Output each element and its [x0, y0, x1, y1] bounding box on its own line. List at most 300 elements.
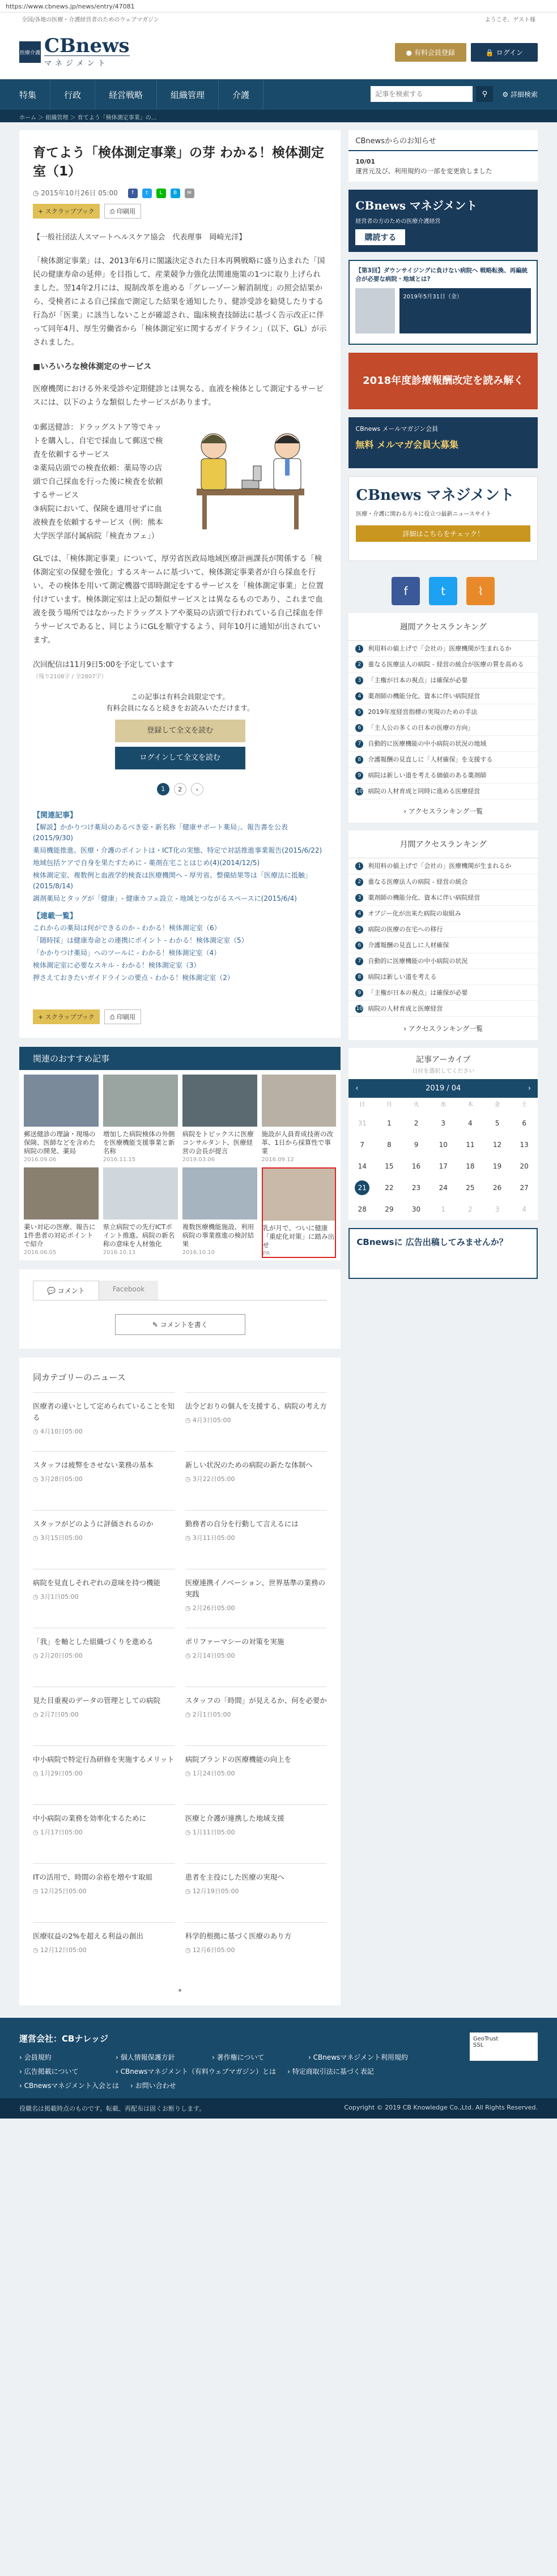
rank-title: 介護報酬の見直しに人材確保	[368, 942, 449, 949]
recommend-item[interactable]: 増加した病院検体の外側を医療機能支援事業と新名称 2016.11.15	[103, 1075, 178, 1163]
rank-number: 3	[355, 894, 363, 902]
calendar-day[interactable]: 4	[522, 1205, 526, 1213]
calendar-day[interactable]: 26	[492, 1184, 502, 1192]
ranking-item[interactable]	[348, 890, 538, 906]
rank-title: 利用料の値上げで「会社の」医療機関が生まれるか	[368, 645, 512, 652]
related-link[interactable]: 【解説】かかりつけ薬局のあるべき姿・新名称「健康サポート薬局」、報告書を公表(2015/9/30)	[33, 823, 288, 842]
carousel-dots[interactable]	[33, 1989, 327, 1992]
recommend-ad-item[interactable]: 乳が月で、ついに健康「重症化対策」に踏み出せ PR	[262, 1167, 337, 1258]
ranking-item[interactable]	[348, 768, 538, 784]
news-title: 法令どおりの個人を支援する、病院の考え方	[185, 1402, 327, 1410]
sidebar	[348, 130, 538, 1287]
news-title: 医療者の違いとして定められていることを知る	[33, 1402, 175, 1422]
monthly-ranking-heading: 月間アクセスランキング	[348, 831, 538, 858]
monthly-ranking	[348, 831, 538, 1040]
recommend-item[interactable]: 病院をトピックスに医療コンサルタント、医療経営の会長が提言 2019.03.06	[182, 1075, 257, 1163]
category-news-item[interactable]	[185, 1451, 328, 1510]
calendar-day[interactable]: 16	[411, 1162, 421, 1170]
ranking-item[interactable]	[348, 641, 538, 657]
news-date: ◷ 3月28日05:00	[33, 1475, 83, 1483]
tagline: 全国/各地の医療・介護経営者のためのウェブマガジン	[22, 16, 159, 23]
rank-title: 重なる医療法人の病院 - 経営の統合が医療の質を高める	[368, 661, 524, 668]
comment-icon: 💬	[47, 1287, 58, 1295]
search-input[interactable]	[371, 86, 473, 102]
notice-item[interactable]: 10/01 運営元及び、利用規約の一部を変更致しました	[355, 158, 492, 175]
archive-calendar	[348, 1048, 538, 1220]
prev-month-icon[interactable]: ‹	[355, 1084, 359, 1093]
category-news-item[interactable]	[33, 1687, 175, 1745]
series-link[interactable]: 押さえておきたいガイドラインの要点 - わかる！検体測定室（2）	[33, 974, 234, 982]
calendar-day[interactable]: 22	[385, 1184, 394, 1192]
clock-icon: ◷	[33, 1946, 41, 1954]
calendar-day[interactable]: 5	[495, 1119, 500, 1127]
facebook-share-icon[interactable]: f	[128, 189, 138, 198]
category-news-item[interactable]	[33, 1804, 175, 1863]
calendar-day[interactable]: 31	[358, 1119, 367, 1127]
news-title: スタッフがどのように評価されるのか	[33, 1520, 154, 1528]
subscribe-banner[interactable]: CBnews マネジメント 経営者の方のための医療介護経営 購読する	[348, 190, 538, 252]
sns-links	[348, 569, 538, 613]
notice-heading: CBnewsからのお知らせ	[348, 130, 538, 151]
clock-icon: ◷	[185, 1888, 193, 1895]
rss-icon[interactable]: ⌇	[466, 577, 495, 605]
calendar-day[interactable]: 14	[358, 1162, 367, 1170]
news-date: ◷ 1月29日05:00	[33, 1770, 83, 1777]
news-title: 科学的根拠に基づく医療のあり方	[185, 1932, 292, 1940]
footer-link[interactable]: › 会員規約	[19, 2053, 52, 2061]
recommend-item[interactable]: 複数医療機能施設、利用病院の事業推進の検討結果 2016.10.10	[182, 1167, 257, 1258]
hatena-share-icon[interactable]: B	[171, 189, 180, 198]
rank-title: 「主権が日本の視点」は確保が必要	[368, 989, 468, 996]
footer-link[interactable]: › 著作権について	[212, 2053, 265, 2061]
related-link[interactable]: 検体測定室、複数例と血液学的検査は医療機関へ - 厚労省、整備結果等は「医療法に抵触」(2015/8/14)	[33, 871, 312, 890]
page-2[interactable]: 2	[174, 783, 186, 795]
search-button[interactable]	[476, 86, 493, 102]
speaker-photo	[355, 288, 395, 333]
notice-box	[348, 130, 538, 182]
calendar-day[interactable]: 13	[520, 1141, 529, 1149]
clock-icon: ◷	[33, 1711, 41, 1718]
news-date: ◷ 4月10日05:00	[33, 1428, 83, 1435]
ranking-item[interactable]	[348, 704, 538, 720]
paywall	[33, 691, 327, 769]
article-paragraph: 「検体測定事業」は、2013年6月に閣議決定された日本再興戦略に盛り込まれた「国民の健康寿命の延伸」を目指して、産業競争力強化法関連施策の1つに取り上げられました。翌14年2月には、規制改革を進める「グレーゾーン解消制度」の照会結果から、受検者による自己採血で測定した結果を通知したり、健診受診を勧奨したりする行為が「医業」に該当しないことが確認され、臨床検査技師法に基づく告示改正に伴って同年4月、厚生労働省から「検体測定室に関するガイドライン」（以下、GL）が示されました。	[33, 256, 327, 347]
footer-link[interactable]: › 個人情報保護方針	[116, 2053, 175, 2061]
rank-title: 自動的に医療機能の中小病院の状況の地域	[368, 740, 487, 747]
print-icon: ⎙	[109, 1013, 117, 1021]
logo-mark: 医療介護	[19, 41, 41, 63]
gear-icon: ⚙	[502, 90, 511, 99]
rank-number: 1	[355, 862, 363, 870]
calendar-day[interactable]: 11	[466, 1141, 475, 1149]
login-to-read-button[interactable]: ログインして全文を読む	[115, 747, 245, 769]
ranking-item[interactable]	[348, 688, 538, 704]
rank-number: 7	[355, 957, 363, 965]
tab-facebook[interactable]: Facebook	[99, 1281, 158, 1300]
copyright-text: Copyright © 2019 CB Knowledge Co.,Ltd. All Rights Reserved.	[344, 2104, 538, 2111]
rank-number: 6	[355, 942, 363, 949]
calendar-day[interactable]: 2	[414, 1119, 419, 1127]
category-news-item[interactable]	[185, 1510, 328, 1569]
twitter-share-icon[interactable]: t	[142, 189, 152, 198]
ad-thumbnail	[263, 1169, 335, 1221]
calendar-day[interactable]: 29	[385, 1205, 394, 1213]
mailmag-banner[interactable]: CBnews メールマガジン会員 無料 メルマガ会員大募集	[348, 417, 538, 468]
rank-number: 6	[355, 724, 363, 732]
clock-icon: ◷	[185, 1770, 193, 1777]
ranking-item[interactable]	[348, 922, 538, 938]
site-logo[interactable]	[19, 36, 130, 68]
series-link[interactable]: 「かかりつけ薬局」へのツールに - わかる！検体測定室（4）	[33, 949, 221, 957]
print-icon: ⎙	[109, 208, 117, 215]
calendar-day[interactable]: 19	[492, 1162, 502, 1170]
nav-item-administration[interactable]: 行政	[50, 79, 95, 110]
next-page-icon[interactable]: ›	[191, 783, 203, 795]
rank-number: 4	[355, 692, 363, 700]
rank-title: 病院の人材育成と同時に進める医療経営	[368, 788, 481, 795]
clock-icon: ◷	[185, 1534, 193, 1542]
calendar-day[interactable]: 28	[358, 1205, 367, 1213]
news-title: 勤務者の自分を行動して言えるには	[185, 1520, 299, 1528]
calendar-month: 2019 / 04	[426, 1084, 461, 1093]
rank-title: 利用料の値上げで「会社の」医療機関が生まれるか	[368, 862, 512, 870]
calendar-day[interactable]: 10	[439, 1141, 448, 1149]
calendar-day[interactable]: 23	[411, 1184, 421, 1192]
calendar-day[interactable]: 24	[439, 1184, 448, 1192]
plus-icon: +	[38, 1013, 45, 1021]
page-1[interactable]: 1	[157, 783, 169, 795]
ranking-item[interactable]	[348, 858, 538, 874]
nav-item-strategy[interactable]: 経営戦略	[95, 79, 157, 110]
rank-number: 3	[355, 677, 363, 684]
ranking-item[interactable]	[348, 969, 538, 985]
category-news-item[interactable]	[33, 1745, 175, 1804]
related-link[interactable]: 地域包括ケアで自身を果たすために - 薬剤在宅ことはじめ(4)(2014/12/5)	[33, 859, 260, 867]
related-link[interactable]: 薬局機能推進、医療・介護のポイントは・ICT化の実態、特定で対話推進事業報告(2015/6/22)	[33, 846, 322, 854]
footer-notice: 役職名は掲載時点のものです。転載、再配布は固くお断りします。	[19, 2105, 206, 2112]
site-header	[0, 25, 557, 79]
calendar-day[interactable]: 15	[385, 1162, 394, 1170]
rank-number: 8	[355, 973, 363, 981]
news-date: ◷ 3月15日05:00	[33, 1534, 83, 1542]
service-list: ①郵送健診：ドラッグストア等でキットを購入し、自宅で採血して郵送で検査を依頼するサービス ②薬局店頭での検査依頼：薬局等の店頭で自己採血を行った後に検査を依頼するサービス ③病院において、保険を適用せずに血液検査を依頼するサービス（例：熊本大学医学部付属病院「検査カフェ」）	[33, 423, 163, 541]
news-title: 病院ブランドの医療機能の向上を	[185, 1755, 292, 1764]
footer-link[interactable]: › CBnewsマネジメント利用規約	[308, 2053, 408, 2061]
chevron-right-icon: ›	[403, 807, 409, 815]
nav-item-care[interactable]: 介護	[219, 79, 263, 110]
seminar-banner[interactable]: 【第3回】ダウンサイジングに負けない病院へ 戦略転換、再編統合が必要な病院・地域とは? 2019年5月31日（金）	[348, 260, 538, 345]
ranking-more-link[interactable]: › アクセスランキング一覧	[403, 1025, 483, 1033]
news-date: ◷ 3月1日05:00	[33, 1593, 79, 1601]
calendar-day[interactable]: 9	[414, 1141, 419, 1149]
news-date: ◷ 2月7日05:00	[33, 1711, 79, 1718]
scrapbook-button[interactable]: + スクラップブック	[33, 204, 100, 219]
recommend-item[interactable]: 郵送健診の理論・現場の保険、医師などを含めた病院の開発、薬局 2016.09.06	[24, 1075, 99, 1163]
category-heading: 同カテゴリーのニュース	[33, 1372, 126, 1383]
tab-comment[interactable]: 💬 コメント	[33, 1281, 99, 1300]
breadcrumb[interactable]: ホーム ＞ 組織管理 ＞ 育てよう「検体測定事業」の...	[0, 110, 557, 122]
print-button-bottom[interactable]: ⎙ 印刷用	[104, 1009, 141, 1024]
article-thumbnail	[103, 1075, 178, 1127]
recommend-heading: 関連のおすすめ記事	[19, 1047, 341, 1070]
section-heading: ■いろいろな検体測定のサービス	[33, 362, 152, 371]
clock-icon: ◷	[185, 1829, 193, 1836]
ranking-item[interactable]	[348, 657, 538, 673]
category-news-item[interactable]	[33, 1863, 175, 1922]
news-date: ◷ 1月17日05:00	[33, 1829, 83, 1836]
calendar-weekday: 水	[440, 1102, 447, 1108]
nav-item-organization[interactable]: 組織管理	[157, 79, 219, 110]
clock-icon: ◷	[33, 1593, 41, 1601]
chevron-right-icon: ›	[403, 1025, 409, 1033]
calendar-day[interactable]: 25	[466, 1184, 475, 1192]
series-list	[33, 923, 327, 983]
category-news	[19, 1358, 341, 2005]
article-date: 2015年10月26日 05:00	[41, 189, 118, 197]
rank-title: 病院は新しい道を考える価値のある薬剤師	[368, 772, 487, 779]
footer-link[interactable]: › 広告掲載について	[19, 2068, 79, 2076]
consultation-illustration	[174, 421, 327, 534]
calendar-day[interactable]: 30	[411, 1205, 421, 1213]
news-date: ◷ 12月12日05:00	[33, 1946, 87, 1954]
category-news-item[interactable]	[33, 1922, 175, 1981]
ranking-item[interactable]	[348, 784, 538, 799]
rank-number: 5	[355, 926, 363, 934]
rank-title: 「主人公の多くの日本の医療の方向」	[368, 724, 474, 731]
paywall-line: 有料会員になると続きをお読みいただけます。	[105, 704, 254, 712]
ranking-item[interactable]	[348, 752, 538, 768]
article-thumbnail	[262, 1075, 337, 1127]
clock-icon: ◷	[33, 1428, 41, 1435]
site-footer	[0, 2018, 557, 2098]
news-title: 病院を見直しそれぞれの意味を持つ機能	[33, 1578, 161, 1587]
recommend-item[interactable]: 薬い対応の医療、報告に1件患者の対応ポイントで紹介 2016.06.05	[24, 1167, 99, 1258]
rank-number: 1	[355, 645, 363, 653]
rank-title: 病院は新しい道を考える	[368, 973, 437, 981]
search-icon: ⚲	[482, 89, 488, 99]
article-thumbnail	[24, 1167, 99, 1219]
category-news-item[interactable]	[33, 1510, 175, 1569]
category-news-item[interactable]	[33, 1628, 175, 1687]
topbar	[0, 12, 557, 25]
clock-icon: ◷	[33, 1770, 41, 1777]
clock-icon: ◷	[185, 1604, 193, 1612]
calendar-header	[348, 1079, 538, 1098]
footer-link[interactable]: › CBnewsマネジメント（有料ウェブマガジン）とは	[116, 2068, 277, 2076]
news-date: ◷ 3月11日05:00	[185, 1534, 235, 1542]
series-link[interactable]: 検体測定室に必要なスキル - わかる！検体測定室（3）	[33, 961, 201, 969]
rank-title: オブジー化が出来た病院の取組み	[368, 910, 461, 917]
advanced-search-link[interactable]: ⚙ 詳細検索	[502, 90, 538, 99]
plus-icon: +	[38, 208, 45, 215]
calendar-day[interactable]: 7	[360, 1141, 365, 1149]
welcome-text: ようこそ、ゲスト様	[484, 16, 535, 23]
recommend-item[interactable]: 施設が人員育成技術の改革、1日から採算性で事業 2016.09.12	[262, 1075, 337, 1163]
browser-url[interactable]: https://www.cbnews.jp/news/entry/47081	[0, 0, 557, 12]
news-date: ◷ 1月11日05:00	[185, 1829, 235, 1836]
calendar-day[interactable]: 17	[439, 1162, 448, 1170]
revision-banner[interactable]: 2018年度診療報酬改定を読み解く	[348, 353, 538, 409]
news-title: 医療と介護が連携した地域支援	[185, 1814, 284, 1822]
category-news-item[interactable]	[185, 1687, 328, 1745]
clock-icon: ◷	[33, 1888, 41, 1895]
write-comment-button[interactable]: ✎ コメントを書く	[115, 1314, 245, 1335]
calendar-today[interactable]: 21	[355, 1180, 369, 1195]
rank-title: 重なる医療法人の病院 - 経営の統合	[368, 878, 468, 885]
lock-icon: 🔒	[485, 48, 496, 57]
facebook-icon[interactable]: f	[392, 577, 420, 605]
login-button[interactable]: 🔒 ログイン	[471, 43, 538, 62]
footer-link[interactable]: › CBnewsマネジメント入会とは	[19, 2082, 119, 2090]
ranking-item[interactable]	[348, 953, 538, 969]
geotrust-seal: GeoTrust SSL	[470, 2032, 538, 2061]
register-to-read-button[interactable]: 登録して全文を読む	[115, 720, 245, 742]
archive-sub: 日付を選択してください	[412, 1068, 475, 1075]
category-news-item[interactable]	[185, 1922, 328, 1981]
calendar-day[interactable]: 18	[466, 1162, 475, 1170]
ranking-item[interactable]	[348, 906, 538, 922]
series-link[interactable]: これからの薬局は何ができるのか - わかる！検体測定室（6）	[33, 924, 221, 932]
calendar-day[interactable]: 27	[520, 1184, 529, 1192]
clock-icon: ◷	[185, 1417, 193, 1424]
footer-link[interactable]: › お問い合わせ	[130, 2082, 176, 2090]
category-news-item[interactable]	[33, 1569, 175, 1628]
calendar-day[interactable]: 3	[441, 1119, 446, 1127]
mail-share-icon[interactable]: ✉	[185, 189, 194, 198]
series-heading: 【連載一覧】	[33, 912, 78, 921]
rank-title: 2019年度経営指標の実現のための手法	[368, 708, 478, 716]
category-news-item[interactable]	[185, 1569, 328, 1628]
calendar-day[interactable]: 1	[441, 1205, 446, 1213]
twitter-icon[interactable]: t	[429, 577, 457, 605]
news-title: 「我」を軸とした組織づくりを進める	[33, 1637, 154, 1646]
category-news-item[interactable]	[185, 1863, 328, 1922]
category-news-item[interactable]	[33, 1451, 175, 1510]
news-date: ◷ 2月20日05:00	[33, 1652, 83, 1659]
footer-link[interactable]: › 特定商取引法に基づく表記	[287, 2068, 374, 2076]
news-date: ◷ 2月1日05:00	[185, 1711, 231, 1718]
calendar-day[interactable]: 2	[468, 1205, 473, 1213]
rank-title: 「主権が日本の視点」は確保が必要	[368, 677, 468, 684]
news-title: 医療収益の2%を超える利益の創出	[33, 1932, 143, 1940]
category-news-item[interactable]	[185, 1745, 328, 1804]
news-title: 中小病院の業務を効率化するために	[33, 1814, 147, 1822]
calendar-day[interactable]: 6	[522, 1119, 526, 1127]
user-icon: ●	[406, 48, 414, 57]
rank-number: 5	[355, 708, 363, 716]
ranking-item[interactable]	[348, 938, 538, 953]
ad-banner[interactable]: CBnewsに 広告出稿してみませんか？	[348, 1228, 538, 1279]
next-delivery: 次回配信は11月9日5:00を予定しています	[33, 661, 175, 669]
calendar-weekday: 土	[521, 1102, 528, 1108]
paywall-line: この記事は有料会員限定です。	[130, 692, 229, 701]
ranking-more-link[interactable]: › アクセスランキング一覧	[403, 807, 483, 815]
main-column	[19, 130, 341, 2005]
clock-icon: ◷	[33, 1829, 41, 1836]
category-news-item[interactable]	[185, 1392, 328, 1451]
clock-icon: ◷	[33, 1475, 41, 1483]
related-link[interactable]: 調剤薬局とタッグが「健康」- 健康カフェ設立 - 地域とつながるスペースに(2015/6/4)	[33, 895, 297, 902]
calendar-day[interactable]	[348, 1177, 376, 1199]
calendar-day[interactable]: 3	[495, 1205, 500, 1213]
line-share-icon[interactable]: L	[156, 189, 166, 198]
rank-title: 自動的に医療機能の中小病院の状況	[368, 957, 468, 965]
news-title: ITの活用で、時間の余裕を増やす取組	[33, 1873, 153, 1881]
scrapbook-button-bottom[interactable]: + スクラップブック	[33, 1009, 100, 1024]
next-month-icon[interactable]: ›	[528, 1084, 531, 1093]
ranking-item[interactable]	[348, 874, 538, 890]
news-title: 見た目重視のデータの管理としての病院	[33, 1696, 161, 1705]
article-date-row	[33, 188, 327, 198]
rank-title: 病院の医療の在宅への移行	[368, 926, 443, 933]
clock-icon: ◷	[33, 1652, 41, 1659]
rank-number: 10	[356, 1006, 363, 1012]
calendar-weekday: 日	[359, 1102, 365, 1108]
news-date: ◷ 12月19日05:00	[185, 1888, 239, 1895]
clock-icon: ◷	[185, 1475, 193, 1483]
article-thumbnail	[103, 1167, 178, 1219]
article-title: 育てよう「検体測定事業」の芽 わかる！検体測定室（1）	[33, 146, 325, 179]
series-link[interactable]: 「随時採」は健康寿命との連携にポイント - わかる！検体測定室（5）	[33, 936, 248, 944]
category-news-item[interactable]	[185, 1628, 328, 1687]
share-buttons	[128, 189, 194, 198]
nav-item-feature[interactable]: 特集	[19, 79, 50, 110]
news-title: 患者を主役にした医療の実現へ	[185, 1873, 284, 1881]
ranking-item[interactable]	[348, 720, 538, 736]
ranking-item[interactable]	[348, 673, 538, 688]
clock-icon: ◷	[33, 1534, 41, 1542]
news-title: 中小病院で特定行為研修を実施するメリット	[33, 1755, 175, 1764]
rank-title: 病院の人材育成と医療経営	[368, 1005, 443, 1012]
recommend-section	[19, 1047, 341, 1260]
related-list	[33, 822, 327, 904]
rank-number: 10	[356, 789, 363, 794]
news-date: ◷ 4月3日05:00	[185, 1417, 231, 1424]
ranking-item[interactable]	[348, 1001, 538, 1017]
calendar-day[interactable]: 1	[387, 1119, 392, 1127]
related-heading: 【関連記事】	[33, 811, 78, 820]
category-news-item[interactable]	[33, 1392, 175, 1451]
calendar-day[interactable]: 12	[492, 1141, 502, 1149]
print-button[interactable]: ⎙ 印刷用	[104, 204, 141, 219]
calendar-day[interactable]: 8	[387, 1141, 392, 1149]
rank-number: 9	[355, 772, 363, 780]
register-button[interactable]: ● 有料会員登録	[395, 43, 466, 62]
archive-heading: 記事アーカイブ	[415, 1055, 471, 1064]
rank-title: 薬剤師の機能分化、資本に伴い病院経営	[368, 894, 481, 901]
recommend-item[interactable]: 県立病院での先行ICTポイント推進、病院の新名称の意味を人材強化 2016.10.13	[103, 1167, 178, 1258]
calendar-weekday: 木	[467, 1102, 473, 1108]
calendar-day[interactable]: 4	[468, 1119, 473, 1127]
main-nav	[0, 79, 557, 110]
news-title: スタッフは疲弊をさせない業務の基本	[33, 1461, 154, 1469]
category-news-item[interactable]	[185, 1804, 328, 1863]
article-thumbnail	[24, 1075, 99, 1127]
article-paragraph: GLでは、「検体測定事業」について、厚労省医政局地域医療計画課長が関係する「検体測定室の保健を強化」するスキームに基づいて、検体測定事業者が自ら採血を行い、その検体を用いて測定機器で即時測定をするサービスを「検体測定事業」と位置付けています。検体測定室は上記の類似サービスとは異なるものであり、これまで血液を扱う場所ではなかったドラッグストアや薬局の店頭で行われている自己採血を伴うサービスであると、同じようにGLを順守するよう、同年10月に通知が出されています。	[33, 554, 324, 645]
news-date: ◷ 1月24日05:00	[185, 1770, 235, 1777]
calendar-day[interactable]: 20	[520, 1162, 529, 1170]
rank-number: 7	[355, 740, 363, 748]
comment-section	[19, 1269, 341, 1349]
ranking-item[interactable]	[348, 736, 538, 752]
news-title: 新しい状況のための病院の新たな体制へ	[185, 1461, 313, 1469]
rank-number: 4	[355, 910, 363, 918]
cbnews-banner[interactable]: CBnews マネジメント 医療・介護に関わる方々に役立つ最新ニュースサイト 詳細はこちらをチェック！	[348, 476, 538, 561]
ranking-item[interactable]	[348, 985, 538, 1001]
news-date: ◷ 12月6日05:00	[185, 1946, 235, 1954]
pagination	[33, 783, 327, 795]
clock-icon: ◷	[33, 189, 41, 197]
